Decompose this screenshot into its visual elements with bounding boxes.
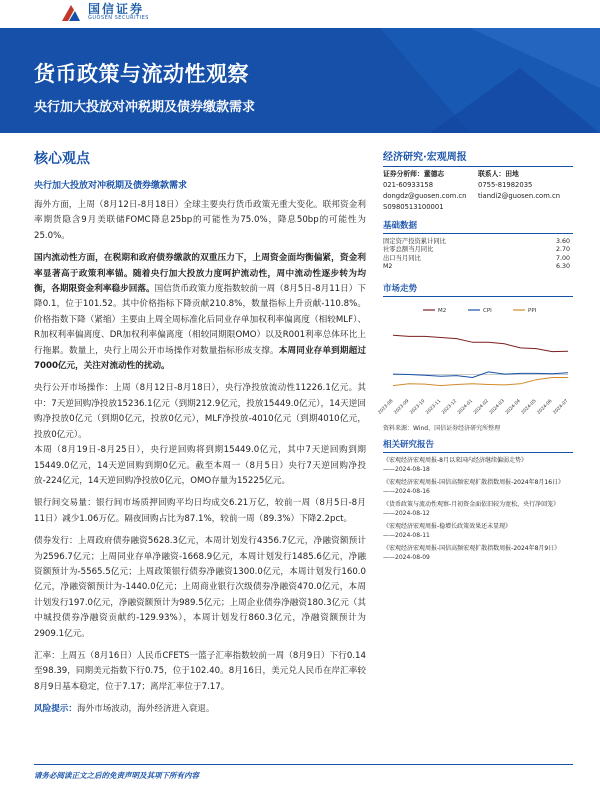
analyst-cert: S0980513100001 (383, 203, 444, 211)
logo-name-cn: 国信证券 (88, 2, 145, 16)
paragraph-omo-week: 本周（8月19日-8月25日），央行逆回购将到期15449.0亿元，其中7天逆回购到期15449.0亿元，14天逆回购到期0亿元。截至本周一（8月5日）央行7天逆回购净投放-224亿元，14天逆回购净投放0亿元，OMO存量为15225亿元。 (34, 445, 366, 486)
market-trend-chart (377, 301, 573, 421)
liquidity-body: 国信货币政策力度指数较前一周（8月5日-8月11日）下降0.1，位于101.52。其中价格指标下降贡献210.8%，数量指标上升贡献-110.8%。价格指数下降（紧缩）主要由上周全周标准化后同业存单加权利率偏离度（相较MLF）、R加权利率偏离度、DR加权利率偏离度（相较同期限OMO）以及R001利率总体环比上行拖累。数量上，央行上周公开市场操作对数量指标形成支撑。 (34, 284, 366, 356)
market-trend-rule (383, 296, 573, 297)
report-title: 货币政策与流动性观察 (34, 62, 249, 86)
basic-data-value: 2.70 (555, 246, 570, 254)
related-heading: 相关研究报告 (383, 439, 435, 450)
title-banner (0, 28, 600, 133)
sidebar (377, 148, 573, 563)
paragraph-bonds: 债券发行：上周政府债券融资5628.3亿元，本周计划发行4356.7亿元，净融资额预计为2596.7亿元；上周同业存单净融资-1668.9亿元，本周计划发行1485.6亿元，净融资额预计为-5565.5亿元；上周政策银行债券净融资1300.0亿元，本周计划发行160.0亿元，净融资额预计为-1440.0亿元；上周商业银行次级债券净融资470.0亿元，本周计划发行197.0亿元，净融资额预计为989.5亿元；上周企业债券净融资180.3亿元（其中城投债券净融资贡献约-129.93%），本周计划发行860.3亿元，净融资额预计为2909.1亿元。 (34, 536, 366, 639)
paragraph-risk (34, 702, 366, 717)
analyst-phone: 021-60933158 (383, 181, 434, 189)
related-rule (383, 452, 573, 453)
risk-text: 海外市场波动，海外经济进入衰退。 (76, 704, 215, 715)
legend-label: M2 (438, 307, 447, 314)
analyst-email[interactable]: dongdz@guosen.com.cn (383, 192, 467, 200)
core-view-subheading: 央行加大投放对冲税期及债券缴款需求 (34, 181, 188, 191)
basic-data-value: 3.60 (555, 238, 570, 245)
main-content (34, 148, 366, 718)
related-report-link[interactable]: 《货币政策与流动性观察-月初资金面依旧较为宽松，央行净回笼》 (383, 500, 560, 508)
market-trend-heading: 市场走势 (383, 283, 418, 294)
x-tick-label: 2024-05 (520, 398, 538, 416)
x-tick-label: 2024-02 (473, 398, 490, 416)
divider (383, 166, 573, 167)
footer-disclaimer: 请务必阅读正文之后的免责声明及其项下所有内容 (34, 771, 199, 780)
related-report-date: ——2024-08-18 (383, 466, 430, 474)
logo-name-en: GUOSEN SECURITIES (88, 15, 149, 21)
paragraph-interbank: 银行间交易量：银行间市场质押回购平均日均成交6.21万亿，较前一周（8月5日-8月11日）减少1.06万亿。隔夜回购占比为87.1%，较前一周（89.3%）下降2.2pct。 (34, 498, 366, 524)
cert-row (383, 202, 573, 213)
series-line-m2 (393, 335, 568, 351)
related-report-link[interactable]: 《宏观经济宏观周报-稳增长政策效果还未显现》 (383, 522, 512, 530)
related-report-date: ——2024-08-11 (383, 532, 430, 540)
basic-data-label: 社零总额当月同比 (383, 246, 434, 254)
x-tick-label: 2024-01 (457, 398, 474, 416)
core-view-heading: 核心观点 (34, 151, 90, 167)
basic-data-table (383, 238, 573, 272)
contact-name: 田地 (505, 170, 519, 178)
phone-row (383, 180, 573, 191)
x-tick-label: 2023-11 (425, 398, 443, 416)
x-tick-label: 2023-10 (409, 398, 427, 416)
paragraph-liquidity (34, 251, 366, 374)
paragraph-fx: 汇率：上周五（8月16日）人民币CFETS一篮子汇率指数较前一周（8月9日）下行0.14至98.39，同期美元指数下行0.75，位于102.40。8月16日，美元兑人民币在岸汇率较8月9日基本稳定，位于7.17；离岸汇率位于7.17。 (34, 650, 366, 692)
contact-email[interactable]: tiandi2@guosen.com.cn (478, 192, 561, 200)
related-report-link[interactable]: 《宏观经济宏观周报-国信高频宏观扩散指数周报-2024年8月9日》 (383, 544, 561, 552)
x-tick-label: 2024-06 (536, 398, 554, 416)
x-tick-label: 2024-07 (552, 398, 570, 416)
basic-data-value: 7.00 (555, 254, 570, 262)
basic-data-row (383, 255, 573, 263)
related-list (383, 456, 573, 563)
basic-data-heading: 基础数据 (383, 221, 418, 231)
trend-chart-svg (377, 301, 573, 421)
basic-data-label: 固定资产投资累计同比 (383, 238, 446, 245)
related-report-link[interactable]: 《宏观经济宏观周报-国信高频宏观扩散指数周报-2024年8月16日》 (383, 478, 565, 486)
basic-data-row (383, 263, 573, 271)
email-row (383, 191, 573, 202)
report-type: 经济研究·宏观周报 (383, 152, 467, 163)
basic-data-label: M2 (383, 263, 393, 271)
paragraph-overseas: 海外方面，上周（8月12日-8月18日）全球主要央行货币政策无重大变化。联邦资金利率期货隐含9月美联储FOMC降息25bp的可能性为75.0%，降息50bp的可能性为25.0%。 (34, 200, 366, 241)
basic-data-row (383, 246, 573, 254)
contact-phone: 0755-81982035 (478, 181, 533, 189)
series-line-ppi (393, 377, 568, 385)
x-tick-label: 2024-04 (504, 398, 522, 416)
related-report-date: ——2024-08-16 (383, 488, 430, 496)
footer-line (34, 764, 573, 765)
basic-data-value: 6.30 (555, 263, 570, 271)
related-report-date: ——2024-08-12 (383, 510, 430, 518)
report-subtitle: 央行加大投放对冲税期及债券缴款需求 (34, 100, 256, 115)
basic-data-label: 出口当月同比 (383, 254, 421, 262)
logo (60, 0, 210, 24)
chart-source: 资料来源：Wind、国信证券经济研究所整理 (383, 424, 501, 432)
analyst-label: 证券分析师： (383, 170, 424, 178)
liquidity-bold-lead: 国内流动性方面，在税期和政府债券缴款的双重压力下，上周资金面均衡偏紧，资金利率显著高于政策利率锚。随着央行加大投放力度呵护流动性，周中流动性逐步转为均衡，各期限资金利率稳步回落。 (34, 253, 366, 295)
related-report-link[interactable]: 《宏观经济宏观周报-8月以来国内经济继续偏弱走势》 (383, 456, 527, 464)
paragraph-omo: 央行公开市场操作：上周（8月12日-8月18日），央行净投放流动性11226.1亿元。其中：7天逆回购净投放15236.1亿元（到期212.9亿元，投放15449.0亿元），14天逆回购净投放0亿元（到期0亿元，投放0亿元），MLF净投放-4010亿元（到期4010亿元，投放0亿元）。 (34, 383, 366, 440)
related-report-date: ——2024-08-09 (383, 554, 430, 562)
liquidity-bold-tail: 本周同业存单到期超过7000亿元，关注对流动性的扰动。 (34, 345, 366, 372)
x-tick-label: 2023-09 (393, 398, 411, 416)
x-tick-label: 2023-08 (377, 398, 395, 416)
analyst-row (383, 169, 573, 180)
x-tick-label: 2023-12 (441, 398, 459, 416)
legend-label: CPI (483, 307, 492, 314)
risk-label: 风险提示： (34, 704, 77, 715)
legend-label: PPI (528, 307, 537, 314)
basic-data-rule (383, 233, 573, 234)
contact-label: 联系人： (478, 170, 506, 178)
guosen-logo-icon (60, 1, 82, 23)
analyst-name: 董德志 (423, 170, 445, 178)
x-tick-label: 2024-03 (488, 398, 506, 416)
